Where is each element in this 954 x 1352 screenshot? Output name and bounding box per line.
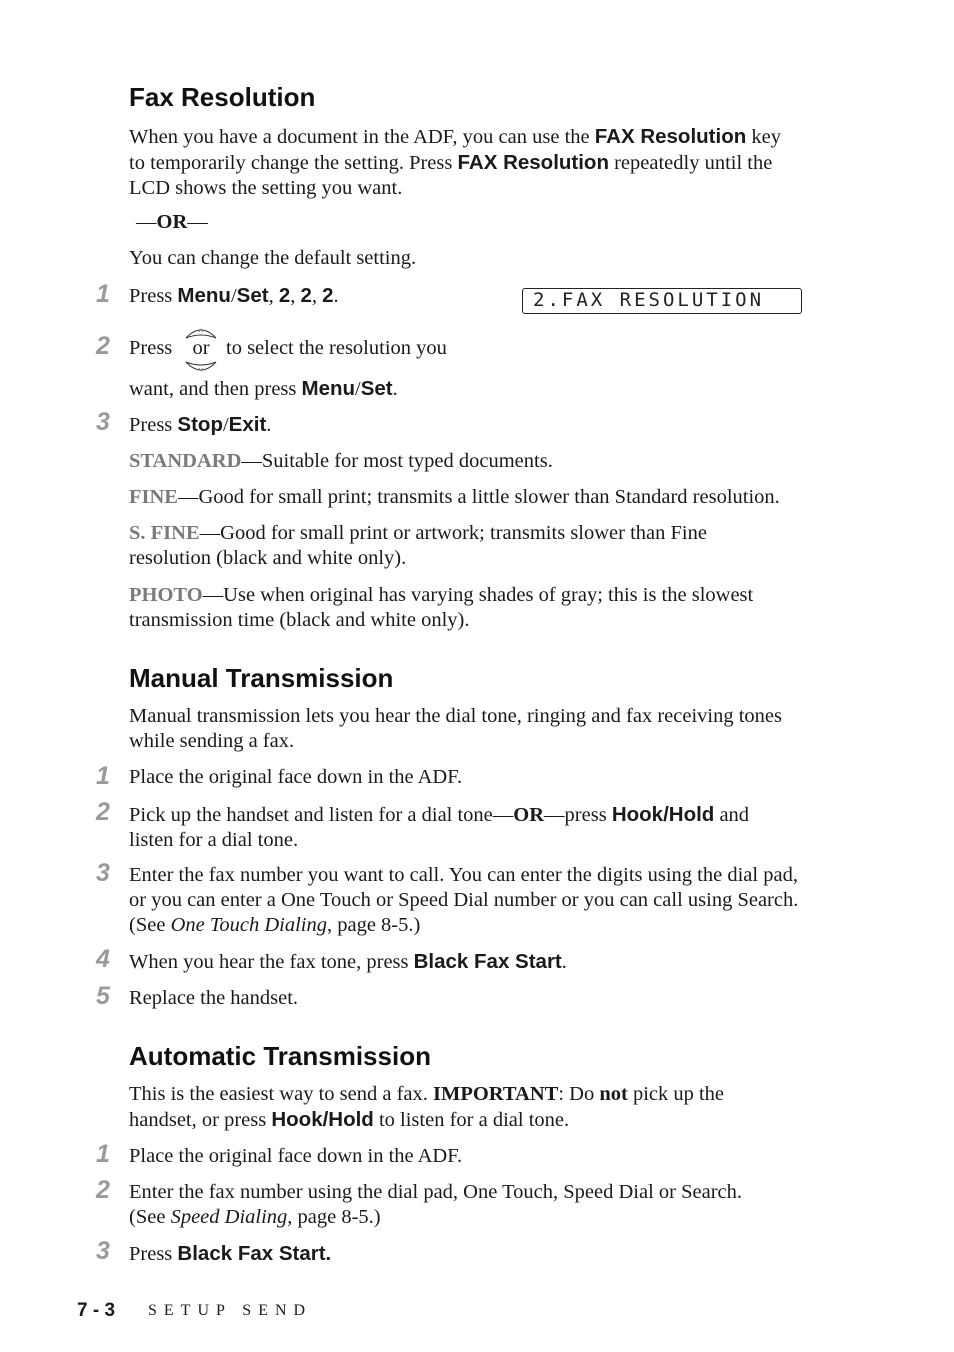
heading-automatic-transmission: Automatic Transmission bbox=[129, 1041, 431, 1071]
step-number: 2 bbox=[96, 1176, 110, 1204]
fax-resolution-intro: When you have a document in the ADF, you can use the FAX Resolution key to temporarily change the setting. Press FAX Resolution repeatedly until the LCD shows the setting you want. bbox=[129, 125, 781, 199]
automatic-intro: This is the easiest way to send a fax. IMPORTANT: Do not pick up the handset, or press Hook/Hold to listen for a dial tone. bbox=[129, 1083, 725, 1131]
cross-reference: Speed Dialing bbox=[170, 1206, 288, 1228]
step-number: 2 bbox=[96, 332, 110, 360]
page-number: 7 - 3 bbox=[77, 1300, 116, 1321]
step-text: Press Menu/Set, 2, 2, 2. bbox=[129, 284, 339, 307]
step-number: 5 bbox=[96, 982, 110, 1010]
step-text: want, and then press Menu/Set. bbox=[129, 377, 398, 400]
step-text: Press bbox=[129, 337, 173, 359]
step-number: 1 bbox=[96, 762, 110, 790]
manual-intro: Manual transmission lets you hear the dial tone, ringing and fax receiving tones while sending a fax. bbox=[129, 705, 782, 752]
lcd-display: 2.FAX RESOLUTION bbox=[522, 288, 802, 314]
heading-manual-transmission: Manual Transmission bbox=[129, 663, 394, 693]
step-number: 3 bbox=[96, 1237, 110, 1265]
step-text: Place the original face down in the ADF. bbox=[129, 1145, 463, 1167]
or-key-label: or bbox=[192, 337, 210, 359]
step-text: Enter the fax number you want to call. You can enter the digits using the dial pad, or you can enter a One Touch or Speed Dial number or you can call using Search. (See One Touch Dialing, page 8-5.) bbox=[129, 864, 799, 936]
step-text: When you hear the fax tone, press Black Fax Start. bbox=[129, 950, 567, 973]
step-text: Press Stop/Exit. bbox=[129, 413, 272, 436]
key-fax-resolution: FAX Resolution bbox=[594, 125, 747, 148]
step-number: 3 bbox=[96, 408, 110, 436]
step-text: Replace the handset. bbox=[129, 987, 299, 1009]
key-fax-resolution: FAX Resolution bbox=[457, 151, 609, 174]
default-setting-note: You can change the default setting. bbox=[129, 247, 417, 269]
step-text: Press Black Fax Start. bbox=[129, 1242, 332, 1265]
step-number: 4 bbox=[96, 945, 110, 973]
heading-fax-resolution: Fax Resolution bbox=[129, 82, 316, 112]
step-number: 1 bbox=[96, 280, 110, 308]
step-text: Place the original face down in the ADF. bbox=[129, 766, 463, 788]
step-number: 2 bbox=[96, 798, 110, 826]
or-separator: —OR— bbox=[136, 211, 208, 233]
cross-reference: One Touch Dialing bbox=[170, 914, 327, 936]
step-text: to select the resolution you bbox=[226, 337, 447, 359]
section-name: SETUP SEND bbox=[148, 1302, 313, 1319]
setting-standard: STANDARD—Suitable for most typed documents. bbox=[129, 450, 553, 472]
step-text: Enter the fax number using the dial pad, One Touch, Speed Dial or Search. (See Speed Dialing, page 8-5.) bbox=[129, 1181, 743, 1228]
step-text: Pick up the handset and listen for a dial tone—OR—press Hook/Hold and listen for a dial tone. bbox=[129, 803, 750, 851]
setting-photo: PHOTO—Use when original has varying shades of gray; this is the slowest transmission time (black and white only). bbox=[129, 584, 754, 631]
setting-super-fine: S. FINE—Good for small print or artwork; transmits slower than Fine resolution (black and white only). bbox=[129, 522, 707, 569]
step-number: 3 bbox=[96, 859, 110, 887]
setting-fine: FINE—Good for small print; transmits a little slower than Standard resolution. bbox=[129, 486, 780, 508]
step-number: 1 bbox=[96, 1140, 110, 1168]
